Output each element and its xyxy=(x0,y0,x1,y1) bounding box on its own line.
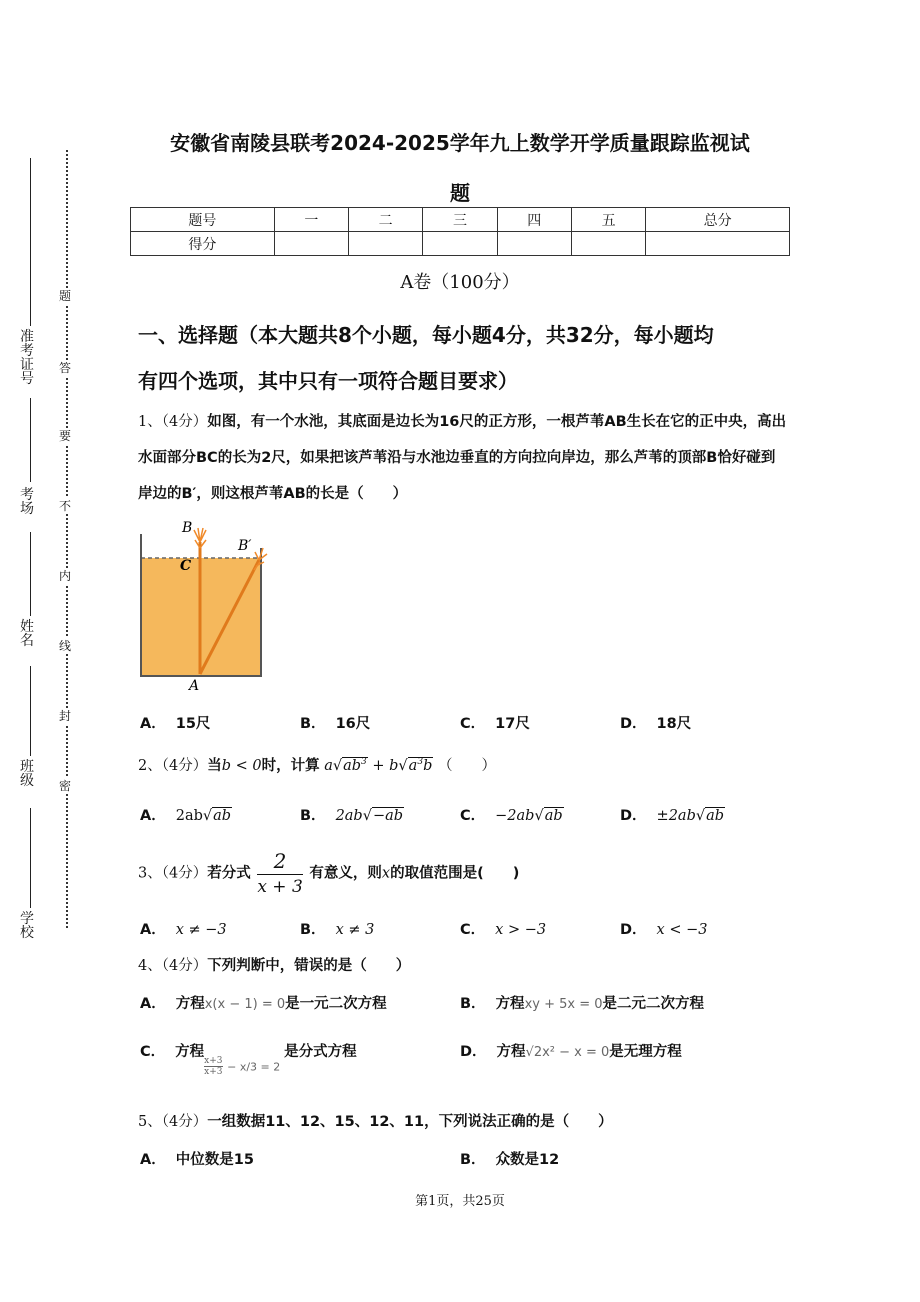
q5-option-b[interactable] xyxy=(460,1148,559,1169)
expression-math: $a√ab^3 + b√a^3b$ xyxy=(324,757,433,774)
equation-fraction xyxy=(204,1056,222,1077)
label-school: 学校 xyxy=(20,911,34,941)
option-text: x > −3 xyxy=(495,922,547,938)
option-radicand: ab xyxy=(213,808,232,824)
question-text: 如图，有一个水池，其底面是边长为16尺的正方形，一根芦苇AB生长在它的正中央，高出水面部分BC的长为2尺，如果把该芦苇沿与水池边垂直的方向拉向岸边，那么芦苇的顶部B恰好碰到岸边的B′，则这根芦苇AB的长是（ ） xyxy=(138,414,787,502)
seal-word: 答 xyxy=(58,361,71,375)
title-line-2: 题 xyxy=(450,181,470,205)
option-pre: 方程 xyxy=(495,996,525,1012)
option-coef: 2ab xyxy=(175,808,203,824)
variable: x xyxy=(381,865,391,882)
seal-word: 封 xyxy=(58,709,71,723)
score-cell[interactable] xyxy=(571,232,645,256)
option-letter: B． xyxy=(300,922,326,938)
q1-option-c[interactable] xyxy=(460,712,530,733)
question-5 xyxy=(138,1110,613,1131)
question-text-post2: 的取值范围是( ) xyxy=(390,865,520,882)
fill-line-exam-id[interactable] xyxy=(30,158,32,326)
option-equation: √2x² − x = 0 xyxy=(525,1045,610,1060)
option-letter: B． xyxy=(460,1152,486,1168)
section-1-line-1: 一、选择题（本大题共8个小题，每小题4分，共32分，每小题均 xyxy=(138,323,714,347)
question-2 xyxy=(138,754,496,775)
option-equation xyxy=(204,1056,284,1077)
score-cell[interactable] xyxy=(423,232,497,256)
binding-sidebar xyxy=(0,0,110,1302)
pond-diagram xyxy=(134,518,269,698)
option-text: 17尺 xyxy=(495,716,530,732)
condition-math: b < 0 xyxy=(221,758,262,774)
label-c: C xyxy=(180,558,192,574)
question-number: 4、（4分） xyxy=(138,958,208,974)
question-number: 2、（4分） xyxy=(138,758,208,774)
option-radicand: ab xyxy=(544,808,563,824)
option-text: 18尺 xyxy=(656,716,692,732)
option-letter: B． xyxy=(300,716,326,732)
question-text-post: 有意义，则 xyxy=(309,865,382,882)
question-text-mid: 时，计算 xyxy=(261,758,320,774)
option-post: 是分式方程 xyxy=(284,1044,357,1060)
pond-reed-figure xyxy=(134,518,269,702)
option-letter: D． xyxy=(460,1044,487,1060)
score-table xyxy=(130,207,790,256)
score-header-cell: 一 xyxy=(274,208,348,232)
seal-word: 要 xyxy=(58,429,71,443)
section-1-line-2: 有四个选项，其中只有一项符合题目要求） xyxy=(138,369,518,393)
seal-word: 线 xyxy=(58,639,71,653)
question-1 xyxy=(138,404,788,512)
fill-line-school[interactable] xyxy=(30,808,32,908)
option-post: 是一元二次方程 xyxy=(285,996,387,1012)
question-number: 1、（4分） xyxy=(138,414,208,430)
q2-option-a[interactable]: A． 2ab√ab xyxy=(140,808,232,824)
q1-option-b[interactable] xyxy=(300,712,370,733)
option-letter: D． xyxy=(620,922,647,938)
option-text: x < −3 xyxy=(656,922,708,938)
q3-option-a[interactable] xyxy=(140,918,227,939)
option-text: x ≠ 3 xyxy=(335,922,375,938)
score-header-cell: 题号 xyxy=(131,208,275,232)
label-b: B xyxy=(182,520,193,536)
option-pre: 方程 xyxy=(175,996,205,1012)
question-text: 一组数据11、12、15、12、11，下列说法正确的是（ ） xyxy=(207,1114,613,1130)
fill-line-class[interactable] xyxy=(30,666,32,756)
page-title xyxy=(130,118,790,218)
fill-line-name[interactable] xyxy=(30,532,32,616)
option-letter: C． xyxy=(460,922,486,938)
seal-word: 内 xyxy=(58,569,71,583)
option-text: x ≠ −3 xyxy=(175,922,227,938)
seal-word: 密 xyxy=(58,779,71,793)
label-b-prime: B′ xyxy=(238,538,252,554)
option-post: 是二元二次方程 xyxy=(602,996,704,1012)
option-text: 众数是12 xyxy=(495,1152,560,1168)
section-a-heading: A卷（100分） xyxy=(400,272,520,293)
option-coef: ±2ab xyxy=(656,808,696,824)
question-text-pre: 当 xyxy=(207,758,222,774)
q1-option-d[interactable] xyxy=(620,712,691,733)
answer-blank[interactable]: （ ） xyxy=(437,758,496,774)
equation-rest: − x/3 = 2 xyxy=(227,1060,281,1073)
score-cell[interactable] xyxy=(349,232,423,256)
option-coef: −2ab xyxy=(495,808,535,824)
option-coef: 2ab xyxy=(335,808,363,824)
option-text: 中位数是15 xyxy=(175,1152,254,1168)
option-letter: A． xyxy=(140,996,166,1012)
option-letter: D． xyxy=(620,716,647,732)
seal-word: 题 xyxy=(58,289,71,303)
option-text: 15尺 xyxy=(175,716,211,732)
score-table-header-row xyxy=(131,208,790,232)
option-radicand: −ab xyxy=(372,808,404,824)
option-radicand: ab xyxy=(706,808,725,824)
option-letter: A． xyxy=(140,1152,166,1168)
q4-option-c[interactable] xyxy=(140,1040,357,1077)
option-letter: C． xyxy=(460,716,486,732)
option-letter: B． xyxy=(460,996,486,1012)
option-pre: 方程 xyxy=(175,1044,205,1060)
q4-option-a[interactable] xyxy=(140,992,387,1013)
option-pre: 方程 xyxy=(496,1044,526,1060)
label-exam-id: 准考证号 xyxy=(20,329,34,387)
q2-option-c[interactable]: C． −2ab√ab xyxy=(460,808,563,824)
score-cell[interactable] xyxy=(274,232,348,256)
fill-line-exam-room[interactable] xyxy=(30,398,32,482)
q3-option-c[interactable] xyxy=(460,918,546,939)
score-table-score-row xyxy=(131,232,790,256)
option-letter: A． xyxy=(140,922,166,938)
fraction-numerator: 2 xyxy=(257,848,302,875)
option-letter: D． xyxy=(620,808,647,824)
q3-option-d[interactable] xyxy=(620,918,707,939)
score-header-cell: 总分 xyxy=(646,208,790,232)
score-cell[interactable] xyxy=(497,232,571,256)
q2-option-d[interactable]: D． ±2ab√ab xyxy=(620,808,725,824)
score-cell[interactable] xyxy=(646,232,790,256)
label-a: A xyxy=(189,678,200,694)
section-1-heading xyxy=(138,312,798,404)
option-post: 是无理方程 xyxy=(609,1044,682,1060)
option-equation: x(x − 1) = 0 xyxy=(204,997,286,1012)
option-text: 16尺 xyxy=(335,716,371,732)
option-letter: A． xyxy=(140,808,166,824)
score-header-cell: 二 xyxy=(349,208,423,232)
question-text: 下列判断中，错误的是（ ） xyxy=(207,958,411,974)
option-letter: C． xyxy=(460,808,486,824)
question-number: 3、（4分） xyxy=(138,865,208,882)
seal-word: 不 xyxy=(58,499,71,513)
score-header-cell: 三 xyxy=(423,208,497,232)
equation-numerator: x+3 xyxy=(204,1055,223,1066)
q1-option-a[interactable] xyxy=(140,712,210,733)
q4-option-d[interactable] xyxy=(460,1040,682,1061)
option-letter: B． xyxy=(300,808,326,824)
question-4 xyxy=(138,954,410,975)
seal-cut-line xyxy=(66,150,68,928)
title-line-1: 安徽省南陵县联考2024-2025学年九上数学开学质量跟踪监视试 xyxy=(170,131,750,155)
fraction xyxy=(257,848,302,899)
label-exam-room: 考场 xyxy=(20,487,34,517)
q4-option-b[interactable] xyxy=(460,992,704,1013)
question-3 xyxy=(138,848,519,899)
equation-denominator: x+3 xyxy=(204,1066,223,1077)
q5-option-a[interactable] xyxy=(140,1148,254,1169)
label-name: 姓名 xyxy=(20,619,34,649)
score-header-cell: 五 xyxy=(571,208,645,232)
option-letter: C． xyxy=(140,1044,166,1060)
option-equation: xy + 5x = 0 xyxy=(524,997,603,1012)
q2-option-b[interactable]: B． 2ab√−ab xyxy=(300,808,404,824)
fraction-denominator: x + 3 xyxy=(257,877,303,897)
question-text-pre: 若分式 xyxy=(207,865,251,882)
label-class: 班级 xyxy=(20,759,34,789)
score-row-label: 得分 xyxy=(131,232,275,256)
question-number: 5、（4分） xyxy=(138,1114,208,1130)
q3-option-b[interactable] xyxy=(300,918,374,939)
page-footer: 第1页，共25页 xyxy=(415,1194,505,1209)
score-header-cell: 四 xyxy=(497,208,571,232)
option-letter: A． xyxy=(140,716,166,732)
